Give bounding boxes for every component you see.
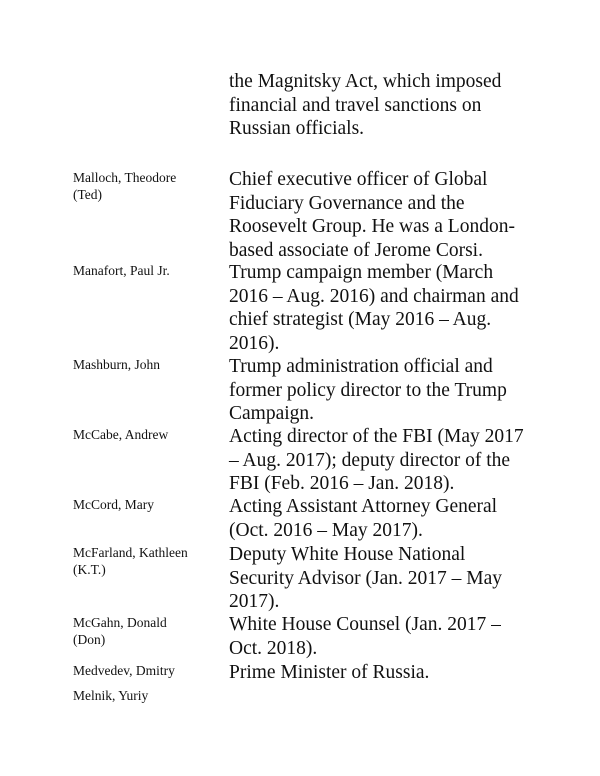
desc-line: Fiduciary Governance and the <box>229 192 465 214</box>
text-line: Russian officials. <box>229 118 365 139</box>
entry-name <box>73 426 213 443</box>
desc-line: White House Counsel (Jan. 2017 – <box>229 614 501 635</box>
desc-line: Acting Assistant Attorney General <box>229 496 498 517</box>
desc-line: Trump campaign member (March <box>229 262 494 283</box>
text-line: financial and travel sanctions on <box>229 94 482 116</box>
name-line: McGahn, Donald <box>73 615 167 630</box>
entry-description <box>229 355 529 426</box>
entry-name <box>73 544 213 578</box>
name-line: McFarland, Kathleen <box>73 545 188 560</box>
name-line: Melnik, Yuriy <box>73 688 149 703</box>
entry-description <box>229 661 529 685</box>
desc-line: Acting director of the FBI (May 2017 <box>229 426 524 447</box>
continuation-text <box>229 70 529 141</box>
name-line: McCord, Mary <box>73 497 154 512</box>
entry-name <box>73 356 213 373</box>
desc-line: FBI (Feb. 2016 – Jan. 2018). <box>229 473 455 494</box>
desc-line: based associate of Jerome Corsi. <box>229 239 483 261</box>
entry-name <box>73 662 213 679</box>
desc-line: Deputy White House National <box>229 544 466 565</box>
name-line: (Ted) <box>73 187 103 202</box>
desc-line: former policy director to the Trump <box>229 379 507 401</box>
desc-line: 2016 – Aug. 2016) and chairman and <box>229 285 519 307</box>
entry-description <box>229 425 529 496</box>
entry-name <box>73 496 213 513</box>
name-line: McCabe, Andrew <box>73 427 169 442</box>
name-line: Medvedev, Dmitry <box>73 663 175 678</box>
desc-line: 2017). <box>229 591 280 612</box>
entry-name <box>73 614 213 648</box>
desc-line: – Aug. 2017); deputy director of the <box>229 449 511 471</box>
desc-line: (Oct. 2016 – May 2017). <box>229 519 423 541</box>
desc-line: Campaign. <box>229 403 315 424</box>
text-line: the Magnitsky Act, which imposed <box>229 71 502 92</box>
desc-line: 2016). <box>229 332 280 354</box>
name-line: (Don) <box>73 632 106 647</box>
name-line: (K.T.) <box>73 562 106 577</box>
desc-line: Oct. 2018). <box>229 637 318 659</box>
entry-name <box>73 262 213 279</box>
name-line: Manafort, Paul Jr. <box>73 263 170 278</box>
name-line: Mashburn, John <box>73 357 160 372</box>
entry-description <box>229 168 529 262</box>
desc-line: Chief executive officer of Global <box>229 169 488 190</box>
desc-line: Prime Minister of Russia. <box>229 662 430 683</box>
entry-description <box>229 495 529 542</box>
name-line: Malloch, Theodore <box>73 170 177 185</box>
entry-description <box>229 543 529 614</box>
entry-description <box>229 261 529 355</box>
desc-line: Trump administration official and <box>229 356 493 377</box>
entry-name <box>73 169 213 203</box>
desc-line: chief strategist (May 2016 – Aug. <box>229 309 492 330</box>
desc-line: Security Advisor (Jan. 2017 – May <box>229 567 502 589</box>
entry-description <box>229 613 529 660</box>
desc-line: Roosevelt Group. He was a London- <box>229 216 515 237</box>
entry-name <box>73 687 213 704</box>
